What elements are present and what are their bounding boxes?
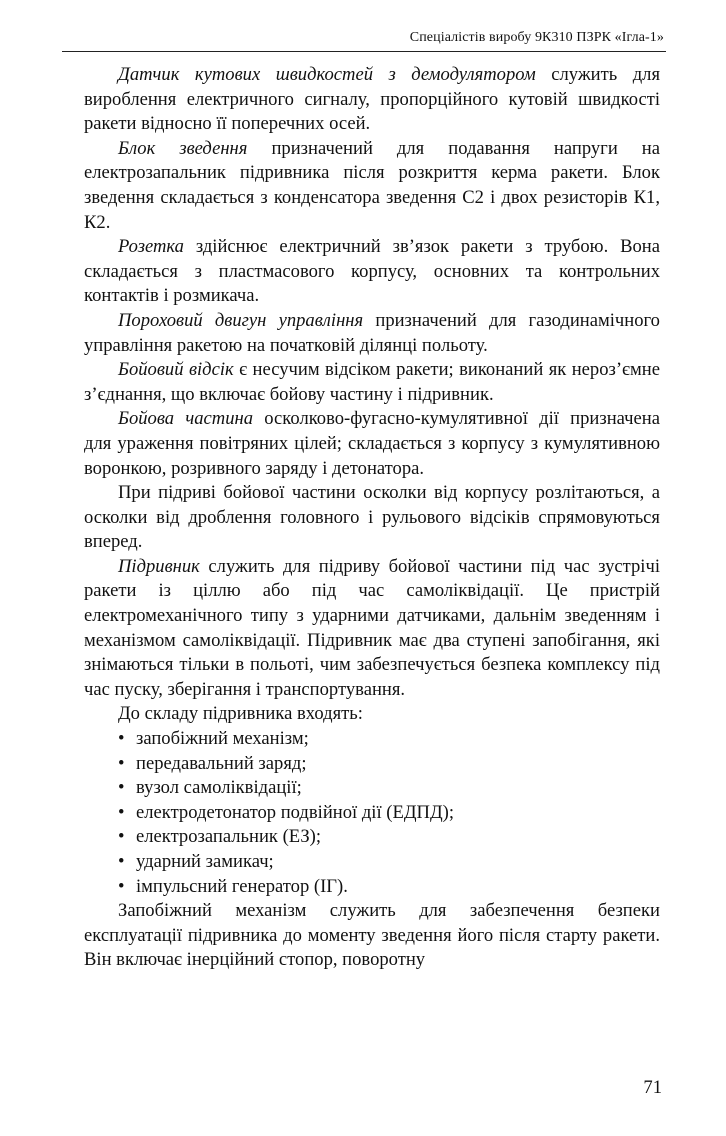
paragraph-term: Бойовий відсік [118,359,234,381]
page-body [84,63,660,973]
paragraph [84,235,660,309]
paragraph-term: Розетка [118,236,184,258]
paragraph-text: осколково-фугасно-кумулятивної дії призначена для ураження повітряних цілей; складається з корпусу з кумулятивною воронкою, розривного заряду і детонатора. [84,408,660,479]
paragraph [84,63,660,137]
list-item: • електродетонатор подвійної дії (ЕДПД); [118,801,660,826]
paragraph-text: При підриві бойової частини осколки від корпусу розлітаються, а осколки від дроблення головного і рульового відсіків спрямовуються вперед. [84,482,660,553]
paragraph-term: Підривник [118,555,200,577]
paragraph [84,481,660,555]
paragraph [84,358,660,407]
paragraph [84,555,660,703]
paragraph: Запобіжний механізм служить для забезпечення безпеки експлуатації підривника до моменту зведення його після старту ракети. Він включає інерційний стопор, поворотну [84,900,660,971]
paragraph [84,702,660,727]
list-item: • запобіжний механізм; [118,727,660,752]
paragraph-term: Бойова частина [118,408,254,430]
list-item: • передавальний заряд; [118,752,660,777]
paragraph [84,407,660,481]
paragraph-term: Пороховий двигун управління [118,309,364,331]
paragraph-text: призначений для подавання напруги на електрозапальник підривника після розкриття керма ракети. Блок зведення складається з конденсатора зведення С2 і двох резисторів К1, К2. [84,137,660,233]
running-title: Спеціалістів виробу 9К310 ПЗРК «Ігла-1» [409,30,664,45]
fuze-components-list [84,727,660,899]
list-item: • вузол самоліквідації; [118,776,660,801]
paragraph-text: здійснює електричний зв’язок ракети з трубою. Вона складається з пластмасового корпусу, основних та контрольних контактів і розмикача. [84,236,660,307]
paragraph [84,137,660,235]
list-item: • ударний замикач; [118,850,660,875]
paragraph-text: служить для вироблення електричного сигналу, пропорційного кутовій швидкості ракети відносно її поперечних осей. [84,64,661,135]
page-number: 71 [643,1077,662,1098]
list-item: • імпульсний генератор (ІГ). [118,875,660,900]
paragraph-text: служить для підриву бойової частини під час зустрічі ракети із ціллю або під час самоліквідації. Це пристрій електромеханічного типу з ударними датчиками, дальнім зведенням і механізмом самоліквідації. Підривник має два ступені запобігання, які знімаються тільки в польоті, чим забезпечується безпека комплексу під час пуску, зберігання і транспортування. [84,555,660,700]
paragraph [84,309,660,358]
list-item: • електрозапальник (ЕЗ); [118,825,660,850]
paragraph-text: є несучим відсіком ракети; виконаний як нероз’ємне з’єднання, що включає бойову частину і підривник. [84,359,660,405]
paragraph-text: До складу підривника входять: [118,703,363,725]
paragraph-term: Блок зведення [118,137,248,159]
header-divider [62,51,666,52]
paragraph-text: призначений для газодинамічного управління ракетою на початковій ділянці польоту. [84,309,660,356]
paragraph-term: Датчик кутових швидкостей з демодулятором [118,64,536,85]
